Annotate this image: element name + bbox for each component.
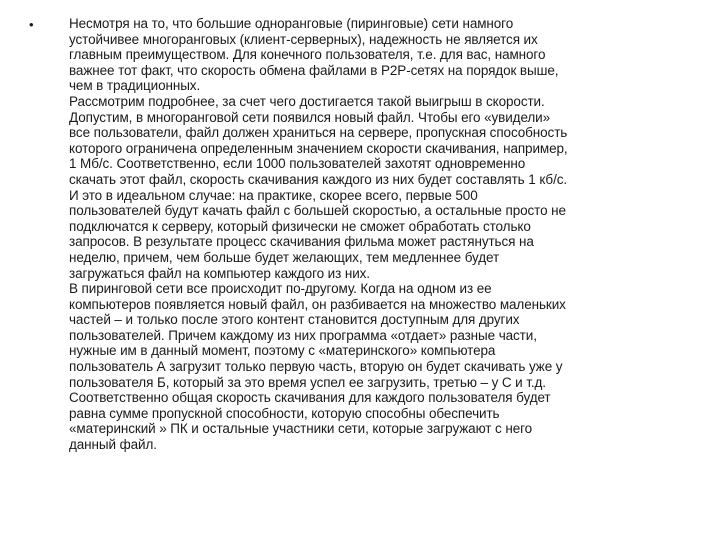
text-line: главным преимуществом. Для конечного пользователя, т.е. для вас, намного — [69, 47, 546, 63]
text-line: Несмотря на то, что большие одноранговые (пиринговые) сети намного — [69, 16, 514, 31]
text-line: пользователей. Причем каждому из них программа «отдает» разные части, — [69, 327, 537, 343]
text-line: устойчивее многоранговых (клиент-серверных), надежность не является их — [69, 31, 538, 47]
text-line: равна сумме пропускной способности, которую способны обеспечить — [69, 405, 500, 421]
body-paragraph — [69, 16, 687, 453]
text-line: пользователей будут качать файл с большей скоростью, а остальные просто не — [69, 203, 566, 219]
text-line: загружаться файл на компьютер каждого из них. — [69, 265, 370, 281]
text-line: все пользователи, файл должен храниться на сервере, пропускная способность — [69, 125, 568, 141]
text-line: нужные им в данный момент, поэтому с «материнского» компьютера — [69, 343, 496, 359]
text-line: важнее тот факт, что скорость обмена файлами в P2P-сетях на порядок выше, — [69, 62, 559, 78]
text-line: частей – и только после этого контент становится доступным для других — [69, 312, 520, 328]
text-line: неделю, причем, чем больше будет желающих, тем медленнее будет — [69, 249, 500, 265]
text-line: пользователя Б, который за это время успел ее загрузить, третью – у С и т.д. — [69, 374, 546, 390]
text-line: пользователь А загрузит только первую часть, вторую он будет скачивать уже у — [69, 359, 563, 375]
text-line: которого ограничена определенным значением скорости скачивания, например, — [69, 140, 568, 156]
text-line: скачать этот файл, скорость скачивания каждого из них будет составлять 1 кб/с. — [69, 171, 568, 187]
text-line: данный файл. — [69, 437, 157, 453]
text-line: Соответственно общая скорость скачивания для каждого пользователя будет — [69, 390, 551, 406]
text-line: И это в идеальном случае: на практике, скорее всего, первые 500 — [69, 187, 478, 203]
text-line: компьютеров появляется новый файл, он разбивается на множество маленьких — [69, 296, 566, 312]
text-line: 1 Мб/с. Соответственно, если 1000 пользователей захотят одновременно — [69, 156, 526, 172]
text-line: «материнский » ПК и остальные участники сети, которые загружают с него — [69, 421, 533, 437]
bullet-marker: • — [29, 17, 34, 32]
text-line: Рассмотрим подробнее, за счет чего достигается такой выигрыш в скорости. — [69, 93, 545, 109]
text-line: Допустим, в многоранговой сети появился новый файл. Чтобы его «увидели» — [69, 109, 551, 125]
text-line: чем в традиционных. — [69, 78, 201, 94]
text-line: В пиринговой сети все происходит по-другому. Когда на одном из ее — [69, 281, 492, 297]
text-line: подключатся к серверу, который физически не сможет обработать столько — [69, 218, 531, 234]
text-line: запросов. В результате процесс скачивания фильма может растянуться на — [69, 234, 534, 250]
